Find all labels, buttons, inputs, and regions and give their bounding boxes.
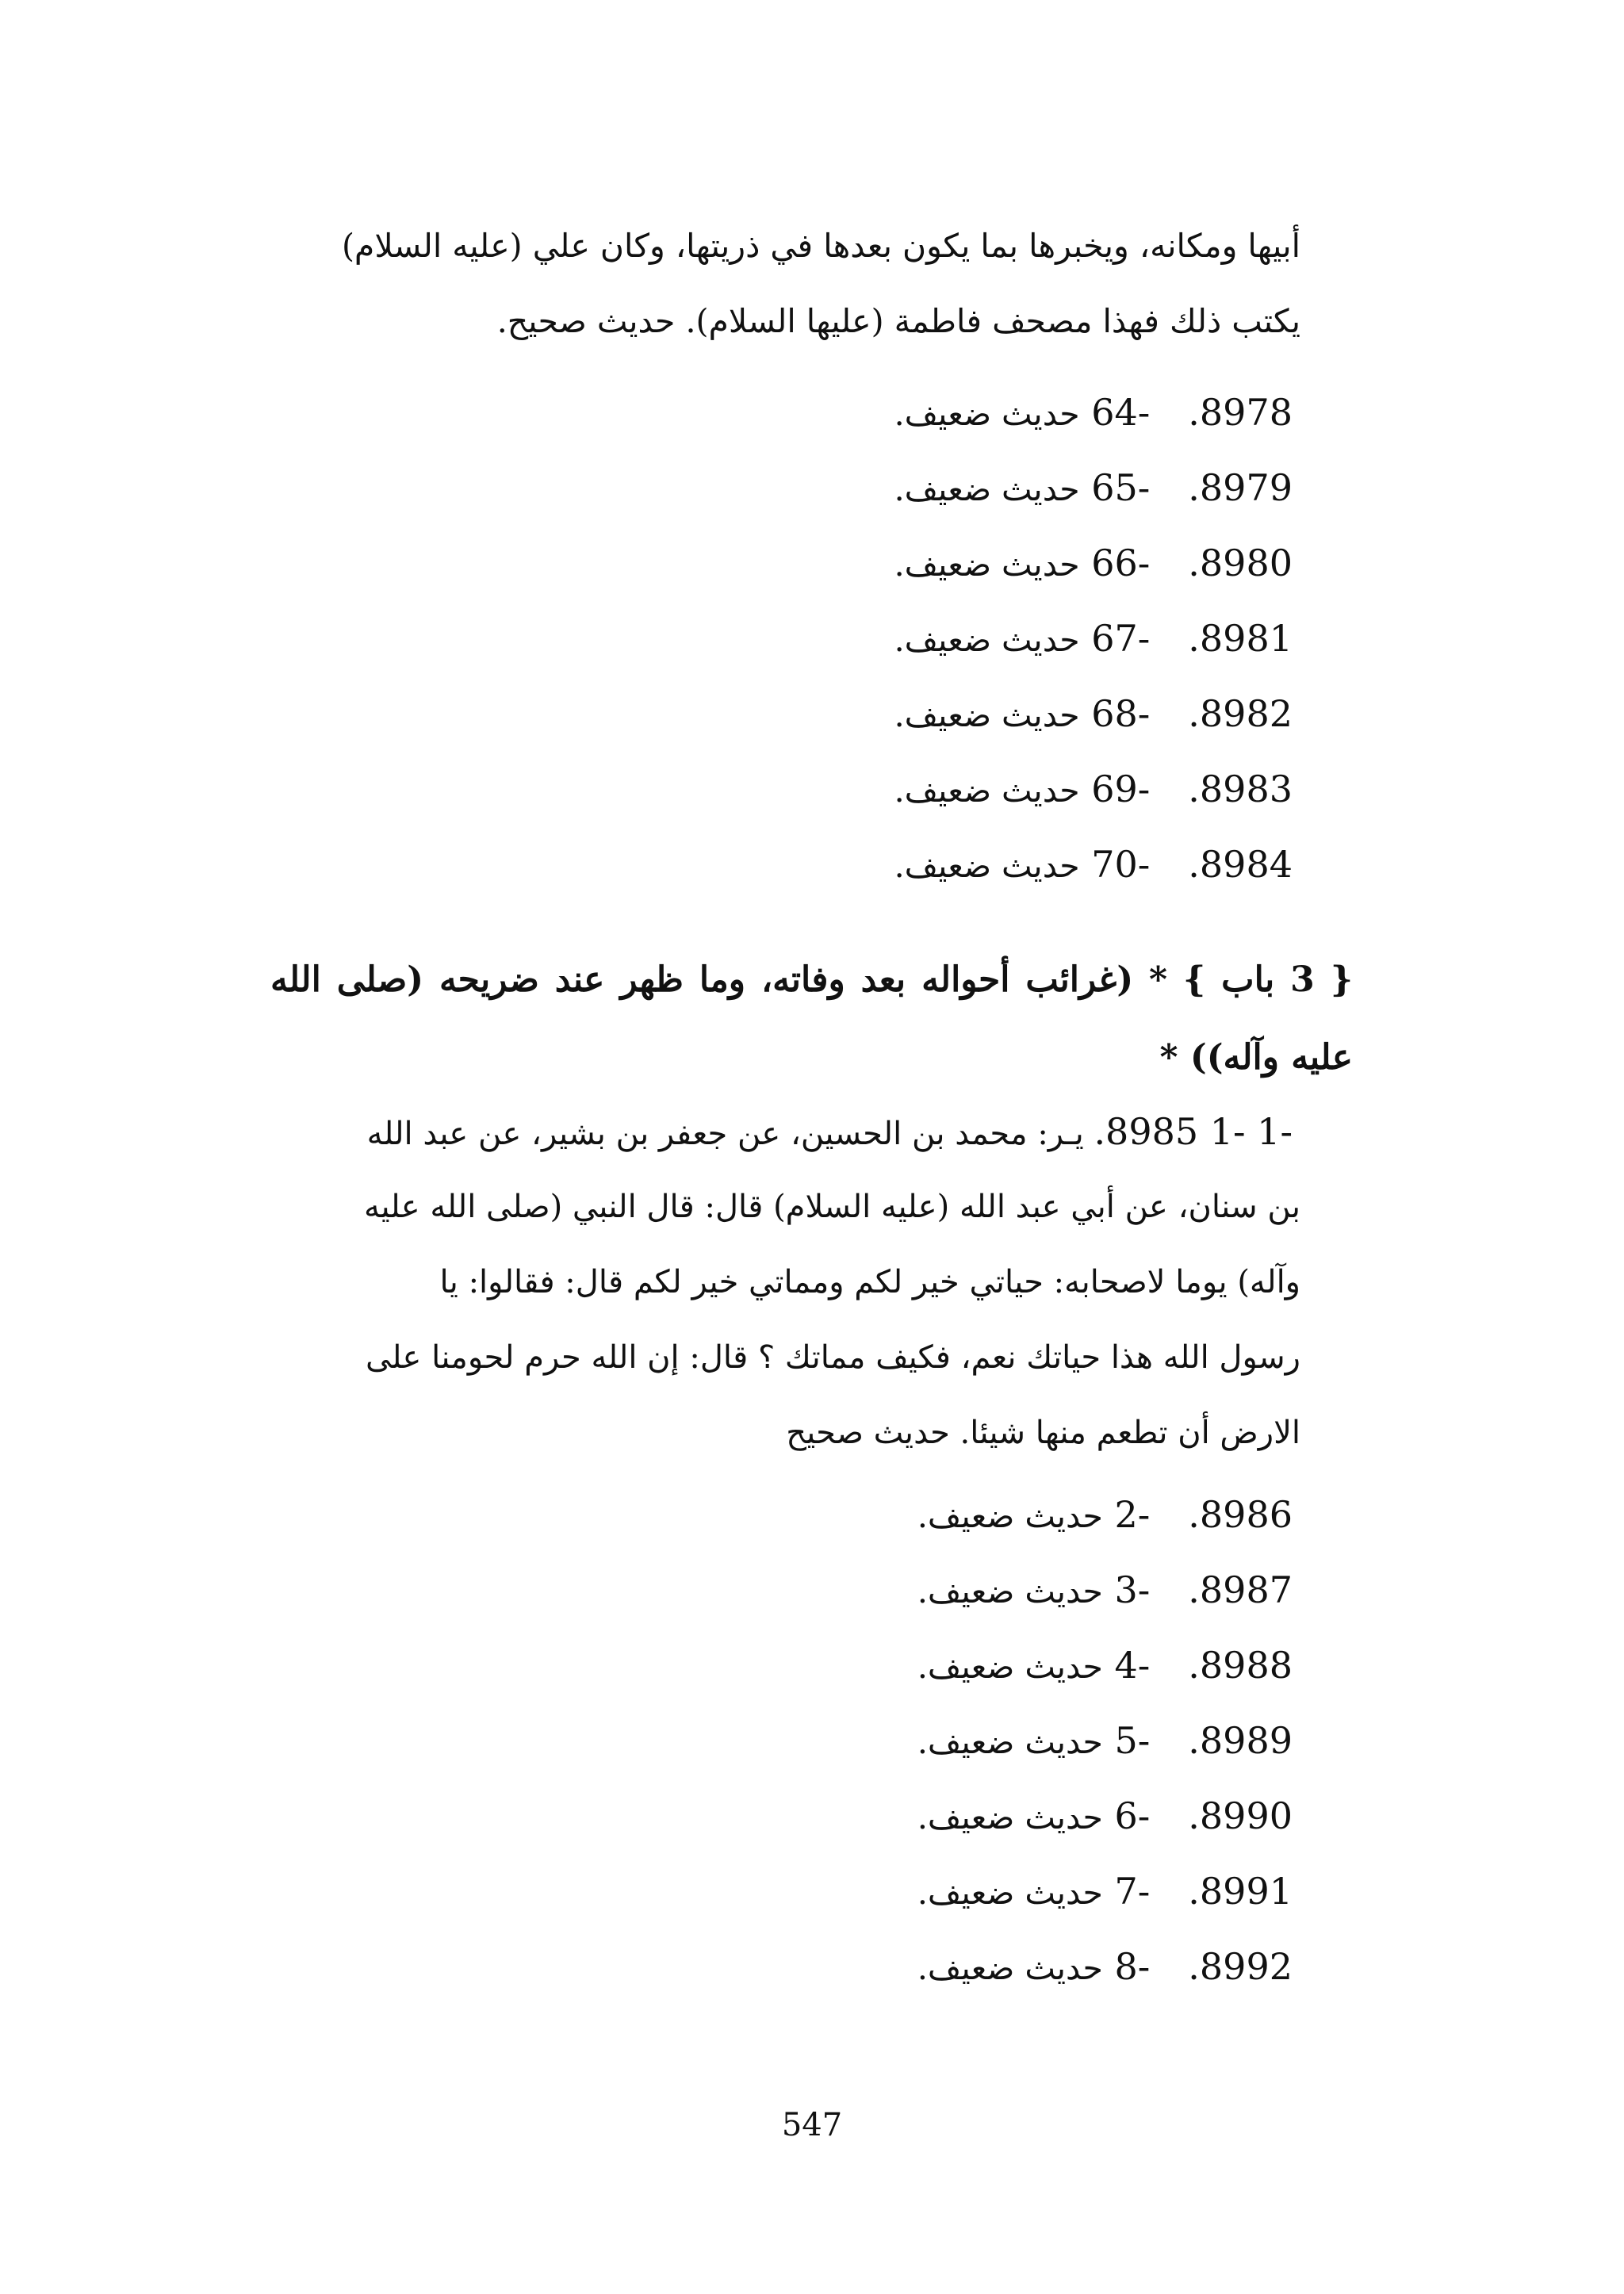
entry-number: .8980 [1188,542,1293,584]
entry-number: .8986 [1188,1493,1293,1536]
entry-number: .8988 [1188,1644,1293,1687]
entry-subnumber: 70- [1091,843,1151,886]
hadith-line: وآله) يوما لاصحابه: حياتي خير لكم ومماتي خير لكم قال: فقالوا: يا [439,1264,1300,1300]
hadith-line: الارض أن تطعم منها شيئا. حديث صحيح [786,1415,1300,1451]
entry-subnumber: 64- [1091,391,1151,434]
hadith-line: بن سنان، عن أبي عبد الله (عليه السلام) قال: قال النبي (صلى الله عليه [364,1189,1300,1225]
list-item [917,1553,1293,1630]
list-item [917,1779,1293,1855]
entry-grade: حديث ضعيف. [917,1497,1103,1535]
chapter-heading: { 3 باب } * (غرائب أحواله بعد وفاته، وما ظهر عند ضريحه (صلى الله عليه وآله)) * [270,959,1353,1078]
entry-number: .8982 [1188,692,1293,735]
entry-subnumber: 6- [1114,1794,1151,1837]
list-item [917,1628,1293,1705]
entry-grade: حديث ضعيف. [894,621,1080,659]
entry-grade: حديث ضعيف. [894,395,1080,433]
entry-number: .8978 [1188,391,1293,434]
list-item [894,827,1293,904]
page-number: 547 [781,2107,843,2143]
entry-number: .8990 [1188,1794,1293,1837]
list-item [917,1854,1293,1931]
list-item [894,450,1293,527]
entry-grade: حديث ضعيف. [894,696,1080,734]
entry-subnumber: 67- [1091,617,1151,660]
entry-grade: حديث ضعيف. [894,772,1080,810]
entry-subnumber: 65- [1091,466,1151,509]
list-item [894,601,1293,678]
hadith-line: رسول الله هذا حياتك نعم، فكيف مماتك ؟ قال: إن الله حرم لحومنا على [365,1339,1300,1376]
continuation-line: أبيها ومكانه، ويخبرها بما يكون بعدها في ذريتها، وكان علي (عليه السلام) [341,227,1300,265]
entry-subnumber: 8- [1114,1945,1151,1988]
list-item [894,526,1293,603]
entry-subnumber: 7- [1114,1870,1151,1913]
entry-number: .8983 [1188,768,1293,810]
list-item [917,1703,1293,1780]
list-item [917,1929,1293,2006]
list-item [894,752,1293,829]
entry-grade: حديث ضعيف. [894,470,1080,508]
entry-grade: حديث ضعيف. [917,1949,1103,1987]
entry-number: .8989 [1188,1719,1293,1762]
entry-subnumber: 2- [1114,1493,1151,1536]
list-item [917,1477,1293,1554]
hadith-first-line [309,1094,1293,1172]
entry-number: .8984 [1188,843,1293,886]
entry-subnumber: 66- [1091,542,1151,584]
entry-subnumber: 3- [1114,1568,1151,1611]
entry-subnumber: 69- [1091,768,1151,810]
entry-grade: حديث ضعيف. [917,1648,1103,1686]
entry-number: .8992 [1188,1945,1293,1988]
continuation-line: يكتب ذلك فهذا مصحف فاطمة (عليها السلام). حديث صحيح. [496,302,1300,340]
entry-subnumber: 4- [1114,1644,1151,1687]
entry-grade: حديث ضعيف. [894,546,1080,584]
entry-grade: حديث ضعيف. [917,1723,1103,1761]
entry-number: .8991 [1188,1870,1293,1913]
entry-subnumber: 5- [1114,1719,1151,1762]
entry-grade: حديث ضعيف. [917,1572,1103,1610]
list-item [894,676,1293,753]
entry-grade: حديث ضعيف. [894,847,1080,885]
entry-grade: حديث ضعيف. [917,1874,1103,1912]
list-item [894,375,1293,452]
entry-grade: حديث ضعيف. [917,1798,1103,1836]
hadith-number: .8985 1- 1- [1094,1110,1293,1153]
entry-number: .8987 [1188,1568,1293,1611]
entry-subnumber: 68- [1091,692,1151,735]
hadith-isnad: يـر: محمد بن الحسين، عن جعفر بن بشير، عن عبد الله [366,1116,1084,1152]
entry-number: .8981 [1188,617,1293,660]
entry-number: .8979 [1188,466,1293,509]
